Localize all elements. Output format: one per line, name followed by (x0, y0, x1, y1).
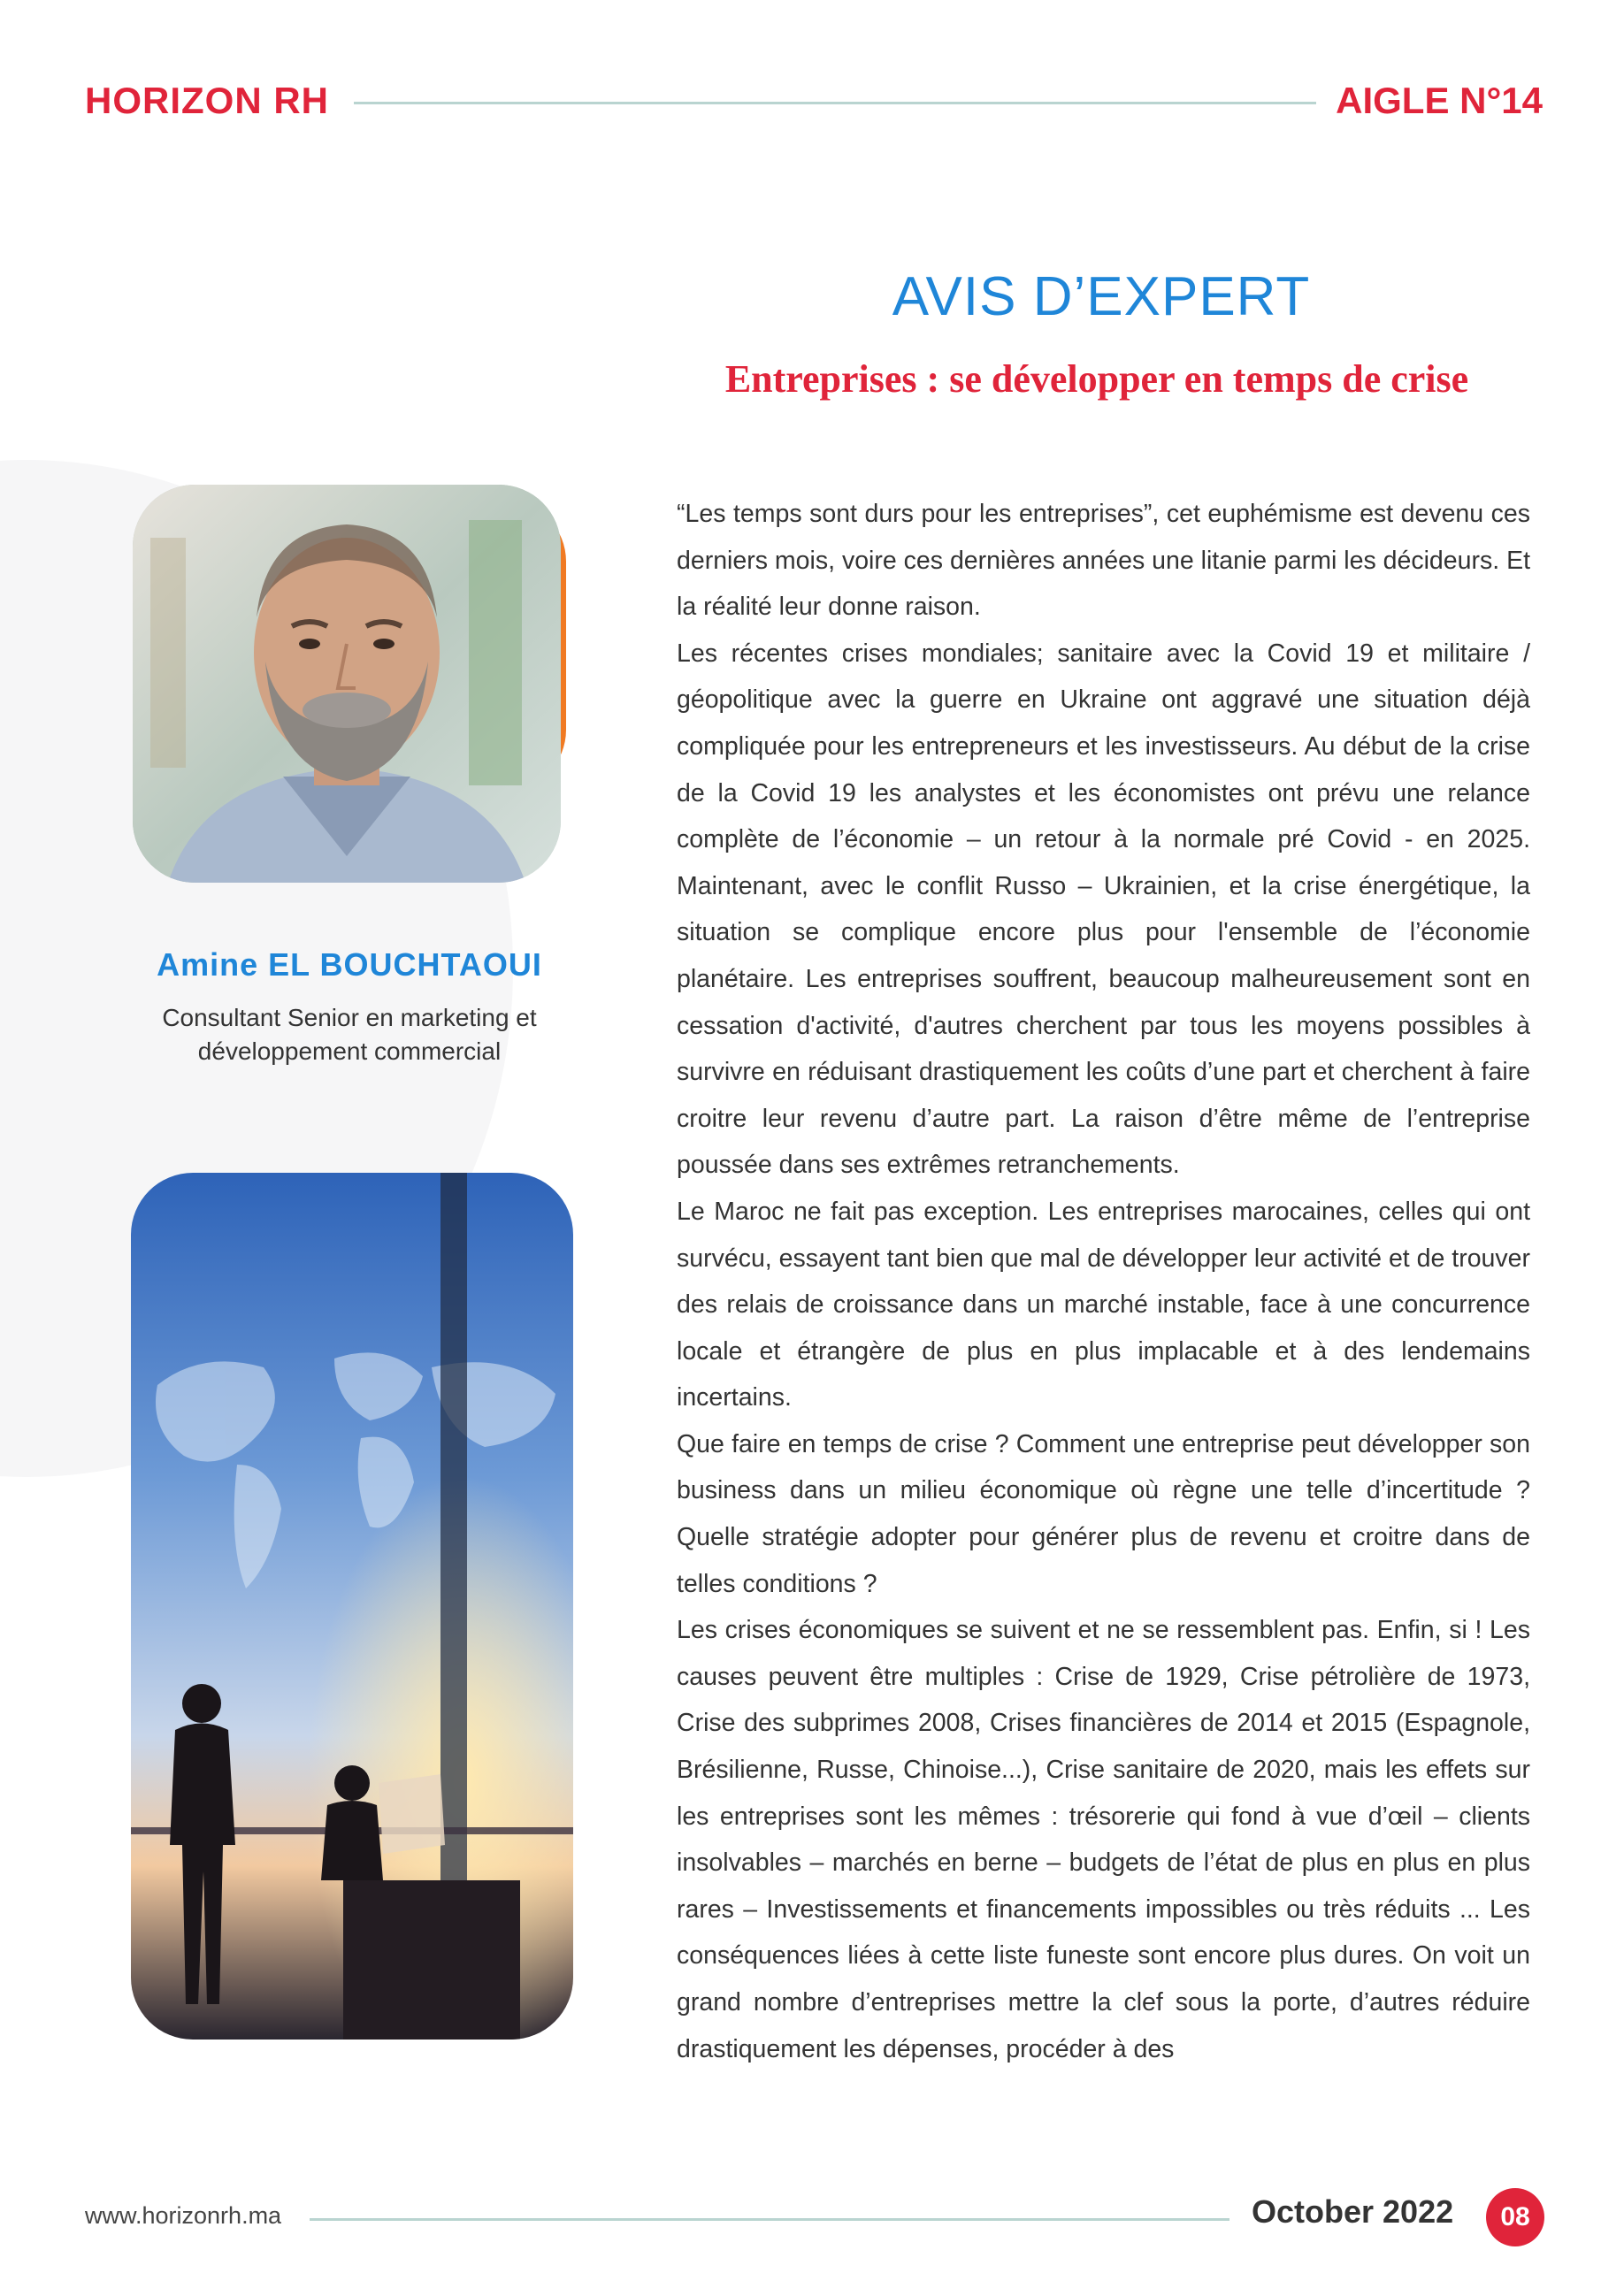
article-subtitle: Entreprises : se développer en temps de crise (724, 357, 1469, 401)
paragraph: Le Maroc ne fait pas exception. Les entreprises marocaines, celles qui ont survécu, essayent tant bien que mal de développer leur activité et de trouver des relais de croissance dans un marché instable, face à une concurrence locale et étrangère de plus en plus implacable et à des lendemains incertains. (677, 1197, 1530, 1412)
paragraph: Que faire en temps de crise ? Comment une entreprise peut développer son business dans un milieu économique où règne une telle d’incertitude ? Quelle stratégie adopter pour générer plus de revenu et croitre dans de telles conditions ? (677, 1429, 1530, 1598)
brand-rh: RH (273, 80, 329, 121)
paragraph: Les récentes crises mondiales; sanitaire avec la Covid 19 et militaire / géopolitique avec la guerre en Ukraine ont aggravé une situation déjà compliquée pour les entrepreneurs et les investisseurs. Au début de la crise de la Covid 19 les analystes et les économistes ont prévu une relance complète de l’économie – un retour à la normale pré Covid - en 2025. Maintenant, avec le conflit Russo – Ukrainien, et la crise énergétique, la situation se complique encore plus pour l'ensemble de l’économie planétaire. Les entreprises souffrent, beaucoup malheureusement sont en cessation d'activité, d'autres cherchent par tous les moyens possibles à survivre en réduisant drastiquement les coûts d’une part et cherchent à faire croitre leur revenu d’autre part. La raison d’être même de l’entreprise poussée dans ses extrêmes retranchements. (677, 639, 1530, 1180)
section-title: AVIS D’EXPERT (892, 266, 1311, 327)
page-header (0, 0, 1624, 177)
brand-main: HORIZON (85, 80, 263, 121)
footer-url[interactable]: www.horizonrh.ma (85, 2202, 282, 2229)
paragraph: Les crises économiques se suivent et ne se ressemblent pas. Enfin, si ! Les causes peuvent être multiples : Crise de 1929, Crise pétrolière de 1973, Crise des subprimes 2008, Crises financières de 2014 et 2015 (Espagnole, Brésilienne, Russe, Chinoise...), Crise sanitaire de 2020, mais les effets sur les entreprises sont les mêmes : trésorerie qui fond à vue d’œil – clients insolvables – marchés en berne – budgets de l’état de plus en plus en plus rares – Investissements et financements impossibles ou très réduits ... Les conséquences liées à cette liste funeste sont encore plus dures. On voit un grand nombre d’entreprises mettre la clef sous la porte, d’autres réduire drastiquement les dépenses, procéder à des (677, 1616, 1530, 2063)
author-role: Consultant Senior en marketing et développement commercial (162, 1004, 537, 1065)
business-silhouette-image (131, 1173, 573, 2040)
paragraph: “Les temps sont durs pour les entreprises”, cet euphémisme est devenu ces derniers mois, voire ces dernières années une litanie parmi les décideurs. Et la réalité leur donne raison. (677, 500, 1530, 622)
issue-date: October 2022 (1252, 2193, 1454, 2230)
brand-logo (85, 80, 329, 122)
issue-number: AIGLE N°14 (1336, 80, 1543, 121)
page-number: 08 (1486, 2188, 1544, 2246)
header-rule (354, 102, 1316, 104)
author-photo (133, 485, 561, 883)
business-illustration (131, 1173, 573, 2040)
author-name: Amine EL BOUCHTAOUI (157, 946, 542, 983)
article-body (677, 491, 1530, 2072)
author-portrait-illustration (133, 485, 561, 883)
footer-rule (310, 2218, 1229, 2221)
